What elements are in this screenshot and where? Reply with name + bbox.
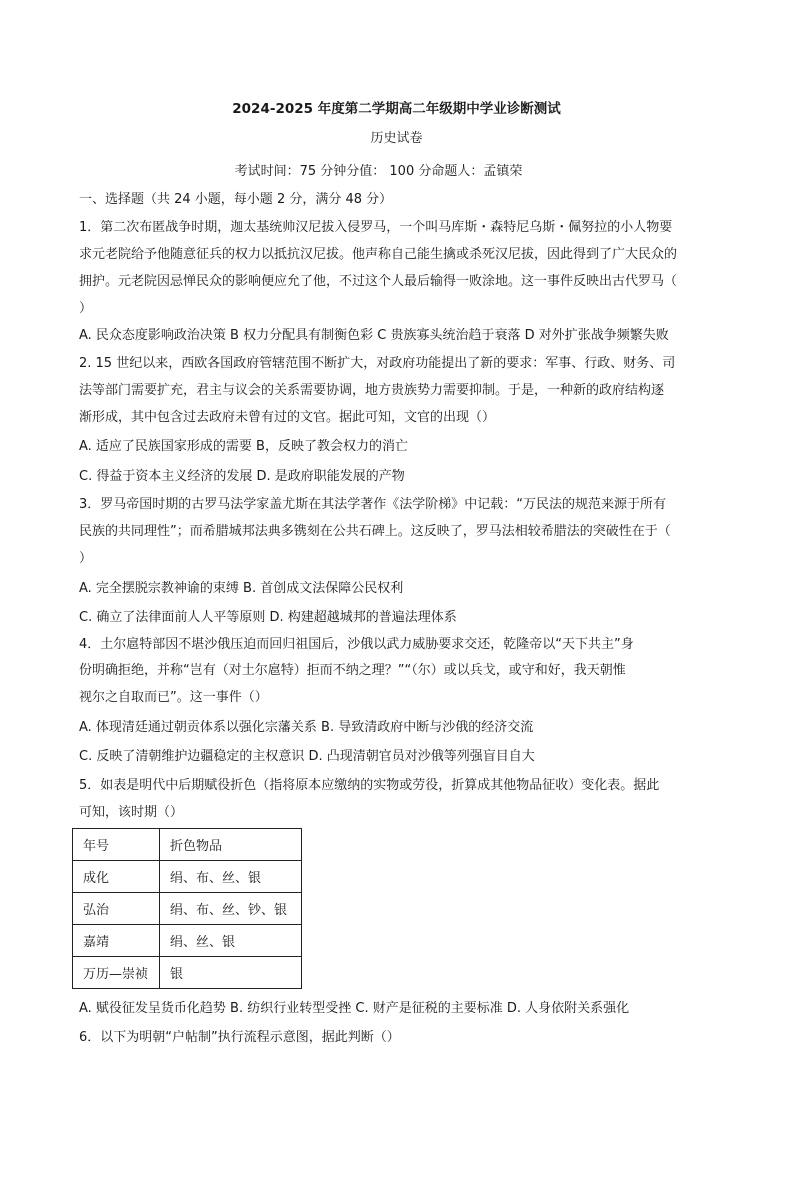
- q4-line-2: 份明确拒绝，并称“岂有（对土尔扈特）拒而不纳之理？”“（尔）或以兵戈，或守和好，我天朝惟: [79, 663, 626, 678]
- exam-info: 考试时间：75 分钟分值： 100 分命题人：孟镇荣: [234, 164, 523, 179]
- q1-line-4: ）: [79, 301, 93, 316]
- table-cell: 嘉靖: [73, 925, 160, 957]
- q2-options-ab: A. 适应了民族国家形成的需要 B，反映了教会权力的消亡: [79, 439, 408, 454]
- table-cell: 绢、布、丝、钞、银: [160, 893, 302, 925]
- table-row: [73, 925, 302, 957]
- section-heading: 一、选择题（共 24 小题，每小题 2 分，满分 48 分）: [79, 192, 393, 207]
- q2-line-2: 法等部门需要扩充，君主与议会的关系需要协调，地方贵族势力需要抑制。于是，一种新的政府结构逐: [79, 383, 665, 398]
- table-cell: 绢、布、丝、银: [160, 861, 302, 893]
- table-row: [73, 893, 302, 925]
- exam-title: 2024-2025 年度第二学期高二年级期中学业诊断测试: [232, 101, 561, 117]
- exam-subject: 历史试卷: [370, 131, 423, 146]
- q2-line-3: 渐形成，其中包含过去政府未曾有过的文官。据此可知，文官的出现（）: [79, 410, 496, 425]
- q4-line-3: 视尔之自取而已”。这一事件（）: [79, 690, 268, 705]
- q3-line-1: 3．罗马帝国时期的古罗马法学家盖尤斯在其法学著作《法学阶梯》中记载：“万民法的规范来源于所有: [79, 497, 667, 512]
- q5-table: [72, 828, 302, 989]
- table-cell: 万历—崇祯: [73, 957, 160, 989]
- q5-line-1: 5．如表是明代中后期赋役折色（指将原本应缴纳的实物或劳役，折算成其他物品征收）变化表。据此: [79, 778, 660, 793]
- q1-line-3: 拥护。元老院因忌惮民众的影响便应允了他，不过这个人最后输得一败涂地。这一事件反映出古代罗马（: [79, 274, 678, 289]
- q4-line-1: 4．土尔扈特部因不堪沙俄压迫而回归祖国后，沙俄以武力威胁要求交还，乾隆帝以“天下共主”身: [79, 637, 634, 652]
- q2-options-cd: C. 得益于资本主义经济的发展 D. 是政府职能发展的产物: [79, 469, 405, 484]
- q1-line-1: 1．第二次布匿战争时期，迦太基统帅汉尼拔入侵罗马，一个叫马库斯・森特尼乌斯・佩努拉的小人物要: [79, 220, 673, 235]
- q4-options-ab: A. 体现清廷通过朝贡体系以强化宗藩关系 B. 导致清政府中断与沙俄的经济交流: [79, 720, 534, 735]
- q1-options: A. 民众态度影响政治决策 B 权力分配具有制衡色彩 C 贵族寡头统治趋于衰落 D 对外扩张战争频繁失败: [79, 328, 669, 343]
- q5-line-2: 可知，该时期（）: [79, 805, 184, 820]
- q6-line-1: 6．以下为明朝“户帖制”执行流程示意图，据此判断（）: [79, 1030, 400, 1045]
- q2-line-1: 2. 15 世纪以来，西欧各国政府管辖范围不断扩大，对政府功能提出了新的要求：军事、行政、财务、司: [79, 356, 676, 371]
- table-cell: 成化: [73, 861, 160, 893]
- table-header-row: [73, 829, 302, 861]
- table-cell: 银: [160, 957, 302, 989]
- table-header-cell: 折色物品: [160, 829, 302, 861]
- q3-options-ab: A. 完全摆脱宗教神谕的束缚 B. 首创成文法保障公民权利: [79, 581, 404, 596]
- q5-options: A. 赋役征发呈货币化趋势 B. 纺织行业转型受挫 C. 财产是征税的主要标准 D. 人身依附关系强化: [79, 1001, 630, 1016]
- table-row: [73, 957, 302, 989]
- table-cell: 绢、丝、银: [160, 925, 302, 957]
- q3-line-3: ）: [79, 551, 93, 566]
- q4-options-cd: C. 反映了清朝维护边疆稳定的主权意识 D. 凸现清朝官员对沙俄等列强盲目自大: [79, 749, 535, 764]
- table-row: [73, 861, 302, 893]
- table-header-cell: 年号: [73, 829, 160, 861]
- table-cell: 弘治: [73, 893, 160, 925]
- q1-line-2: 求元老院给予他随意征兵的权力以抵抗汉尼拔。他声称自己能生擒或杀死汉尼拔，因此得到了广大民众的: [79, 247, 678, 262]
- q3-line-2: 民族的共同理性”；而希腊城邦法典多镌刻在公共石碑上。这反映了，罗马法相较希腊法的突破性在于（: [79, 524, 671, 539]
- q3-options-cd: C. 确立了法律面前人人平等原则 D. 构建超越城邦的普遍法理体系: [79, 610, 457, 625]
